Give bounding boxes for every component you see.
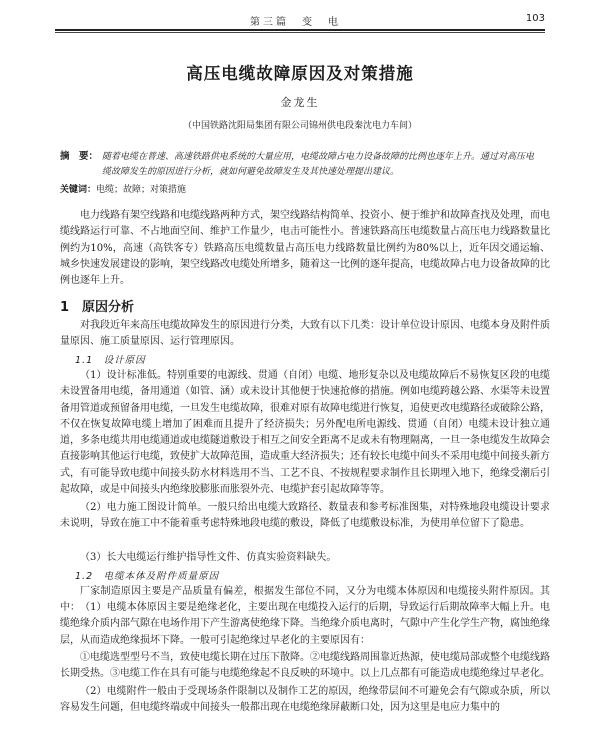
author-affiliation: （中国铁路沈阳局集团有限公司锦州供电段秦沈电力车间）: [182, 121, 417, 131]
section-heading: 1 原因分析: [60, 300, 135, 315]
header-rule-thin: [55, 32, 545, 33]
keywords-text: 电缆；故障；对策措施: [96, 185, 187, 195]
page-number: 103: [525, 13, 545, 24]
quality-item-1: （1）电缆本体原因主要是绝缘老化，主要出现在电缆投入运行的后期，导致运行后期故障率大幅上升。电缆绝缘介质内部气隙在电场作用下产生游离使绝缘下降。当绝缘介质电离时，气隙中产生化学生产物，腐蚀绝缘层，从而造成绝缘损坏下降。一般可引起绝缘过早老化的主要原因有：: [60, 602, 550, 646]
abstract-text: 随着电缆在普速、高速铁路供电系统的大量应用，电缆故障占电力设备故障的比例也逐年上升。通过对高压电缆故障发生的原因进行分析，就如何避免故障发生及其快速处理提出建议。: [102, 152, 535, 177]
subsection-heading-quality: 1.2 电缆本体及附件质量原因: [75, 571, 220, 582]
keywords: [60, 182, 186, 195]
header-rule-thick: [55, 29, 545, 31]
quality-causes: ①电缆选型型号不当，致使电缆长期在过压下散降。②电缆线路周围靠近热源，使电缆局部或整个电缆线路长期受热。③电缆工作在具有可能与电缆绝缘起不良反映的环境中。以上几点都有可能造成电缆绝缘过早老化。: [60, 652, 550, 680]
subsection-heading-design: 1.1 设计原因: [75, 355, 146, 366]
section-intro: 对我段近年来高压电缆故障发生的原因进行分类，大致有以下几类：设计单位设计原因、电缆本身及附件质量原因、施工质量原因、运行管理原因。: [60, 320, 550, 348]
quality-item-2: （2）电缆附件一般由于受现场条件限制以及制作工艺的原因，绝缘带层间不可避免会有气隙或杂质，所以容易发生问题，但电缆终端或中间接头一般都出现在电缆绝缘屏蔽断口处，因为这里是电应力集中的: [60, 686, 550, 714]
running-title: 第三篇 变 电: [250, 17, 341, 28]
abstract-label: 摘 要：: [60, 151, 99, 162]
intro-paragraph: 电力线路有架空线路和电缆线路两种方式，架空线路结构简单、投资小、便于维护和故障查找及处理，而电缆线路运行可靠、不占地面空间、维护工作量少，电击可能性小。普速铁路高压电缆数量占高压电力线路数量比例约为10%，高速（高铁客专）铁路高压电缆数量占高压电力线路数量比例约为80%以上，近年因交通运输、城乡快速发展建设的影响，架空线路改电缆处所增多，随着这一比例的逐年提高，电缆故障占电力设备故障的比例也逐年上升。: [60, 210, 550, 287]
author-name: 金龙生: [280, 96, 320, 109]
quality-intro: 厂家制造原因主要是产品质量有偏差，根据发生部位不同，又分为电缆本体原因和电缆接头附件原因。其中：: [60, 586, 550, 614]
article-title: 高压电缆故障原因及对策措施: [186, 64, 414, 83]
design-item-1: （1）设计标准低。特别重要的电源线、贯通（自闭）电缆、地形复杂以及电缆故障后不易恢复区段的电缆未设置备用电缆，备用通道（如管、涵）或未设计其他便于快速抢修的措施。例如电缆跨越公路、水渠等未设置备用管道或预留备用电缆，一旦发生电缆故障，很难对原有故障电缆进行恢复，追使更改电缆路径或破除公路，不仅在恢复故障电缆上增加了困难而且提升了经济损失；另外配电所电源线、贯通（自闭）电缆未设计独立通道，多条电缆共用电缆通道或电缆隧道敷设于相互之间安全距离不足或未有物理隔离，一旦一条电缆发生故障会直接影响其他运行电缆，致使扩大故障范围，造成重大经济损失；还有较长电缆中间头不采用电缆中间接头新方式，有可能导致电缆中间接头防水材料选用不当、工艺不良、不按规程要求制作且长期埋入地下，绝缘受潮后引起故障，或是中间接头内绝缘胶膨胀而胀裂外壳、电缆护套引起故障等等。: [60, 370, 550, 496]
keywords-label: 关键词：: [60, 185, 97, 195]
design-item-3: （3）长大电缆运行维护指导性文件、仿真实验资料缺失。: [80, 552, 337, 563]
design-item-2: （2）电力施工图设计简单。一般只给出电缆大致路径、数量表和参考标准图集，对特殊地段电缆设计要求未说明，导致在施工中不能着重考虑特殊地段电缆的敷设，降低了电缆敷设标准，为使用单位留下了隐患。: [60, 502, 550, 530]
running-header: [55, 11, 545, 29]
